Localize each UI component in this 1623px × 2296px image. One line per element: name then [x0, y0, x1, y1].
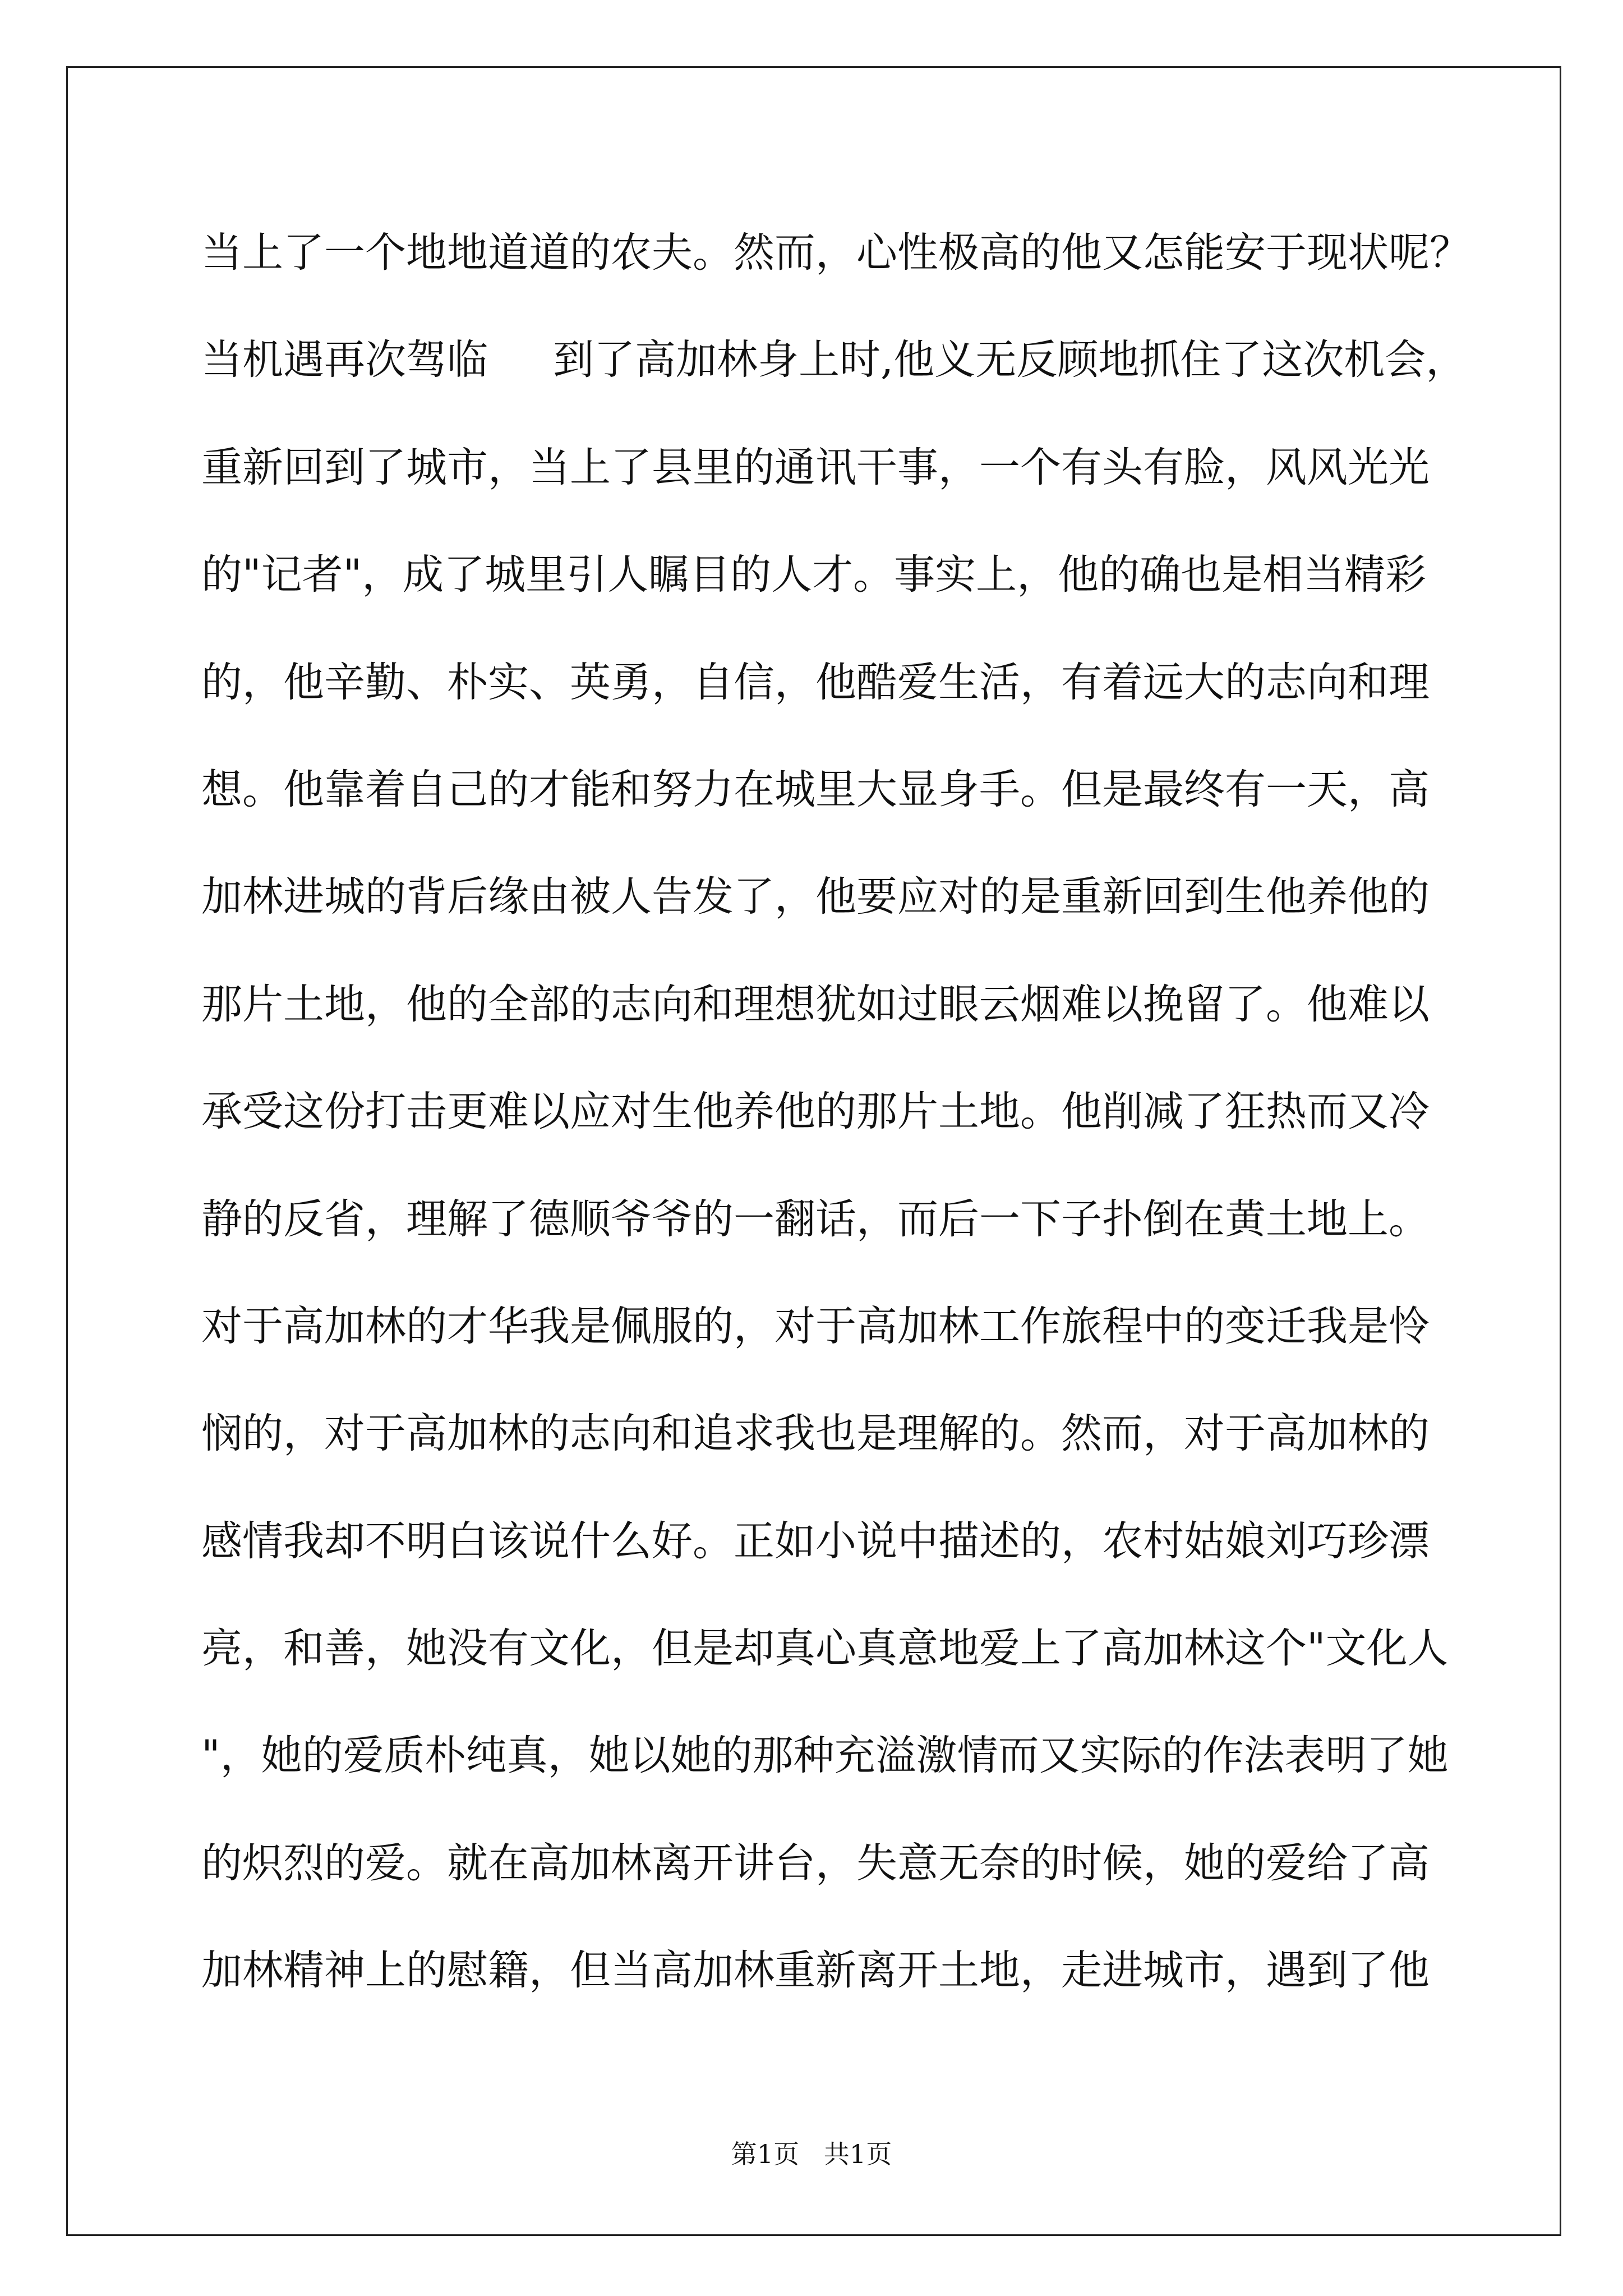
text-line: 的炽烈的爱。就在高加林离开讲台，失意无奈的时候，她的爱给了高	[201, 1839, 1430, 1887]
text-line: 当机遇再次驾临 到了高加林身上时,他义无反顾地抓住了这次机会，	[201, 336, 1467, 384]
text-line: 静的反省，理解了德顺爷爷的一翻话，而后一下子扑倒在黄土地上。	[201, 1195, 1430, 1243]
text-line: 加林进城的背后缘由被人告发了，他要应对的是重新回到生他养他的	[201, 873, 1430, 921]
text-line: "，她的爱质朴纯真，她以她的那种充溢激情而又实际的作法表明了她	[201, 1732, 1449, 1780]
text-line: 重新回到了城市，当上了县里的通讯干事，一个有头有脸，风风光光	[201, 443, 1430, 491]
text-line: 承受这份打击更难以应对生他养他的那片土地。他削减了狂热而又冷	[201, 1088, 1430, 1136]
text-line: 感情我却不明白该说什么好。正如小说中描述的，农村姑娘刘巧珍漂	[201, 1517, 1430, 1565]
text-line: 对于高加林的才华我是佩服的，对于高加林工作旅程中的变迁我是怜	[201, 1302, 1430, 1350]
text-line: 悯的，对于高加林的志向和追求我也是理解的。然而，对于高加林的	[201, 1410, 1430, 1458]
text-line: 加林精神上的慰籍，但当高加林重新离开土地，走进城市，遇到了他	[201, 1947, 1430, 1995]
body-text	[201, 199, 1547, 2024]
page-footer: 第1页 共1页	[731, 2139, 892, 2169]
text-line: 的，他辛勤、朴实、英勇，自信，他酷爱生活，有着远大的志向和理	[201, 658, 1430, 706]
text-line: 的"记者"，成了城里引人瞩目的人才。事实上，他的确也是相当精彩	[201, 551, 1427, 599]
text-line: 当上了一个地地道道的农夫。然而，心性极高的他又怎能安于现状呢？	[201, 229, 1470, 277]
text-line: 亮，和善，她没有文化，但是却真心真意地爱上了高加林这个"文化人	[201, 1625, 1449, 1673]
text-line: 那片土地，他的全部的志向和理想犹如过眼云烟难以挽留了。他难以	[201, 980, 1430, 1028]
text-line: 想。他靠着自己的才能和努力在城里大显身手。但是最终有一天，高	[201, 765, 1430, 813]
